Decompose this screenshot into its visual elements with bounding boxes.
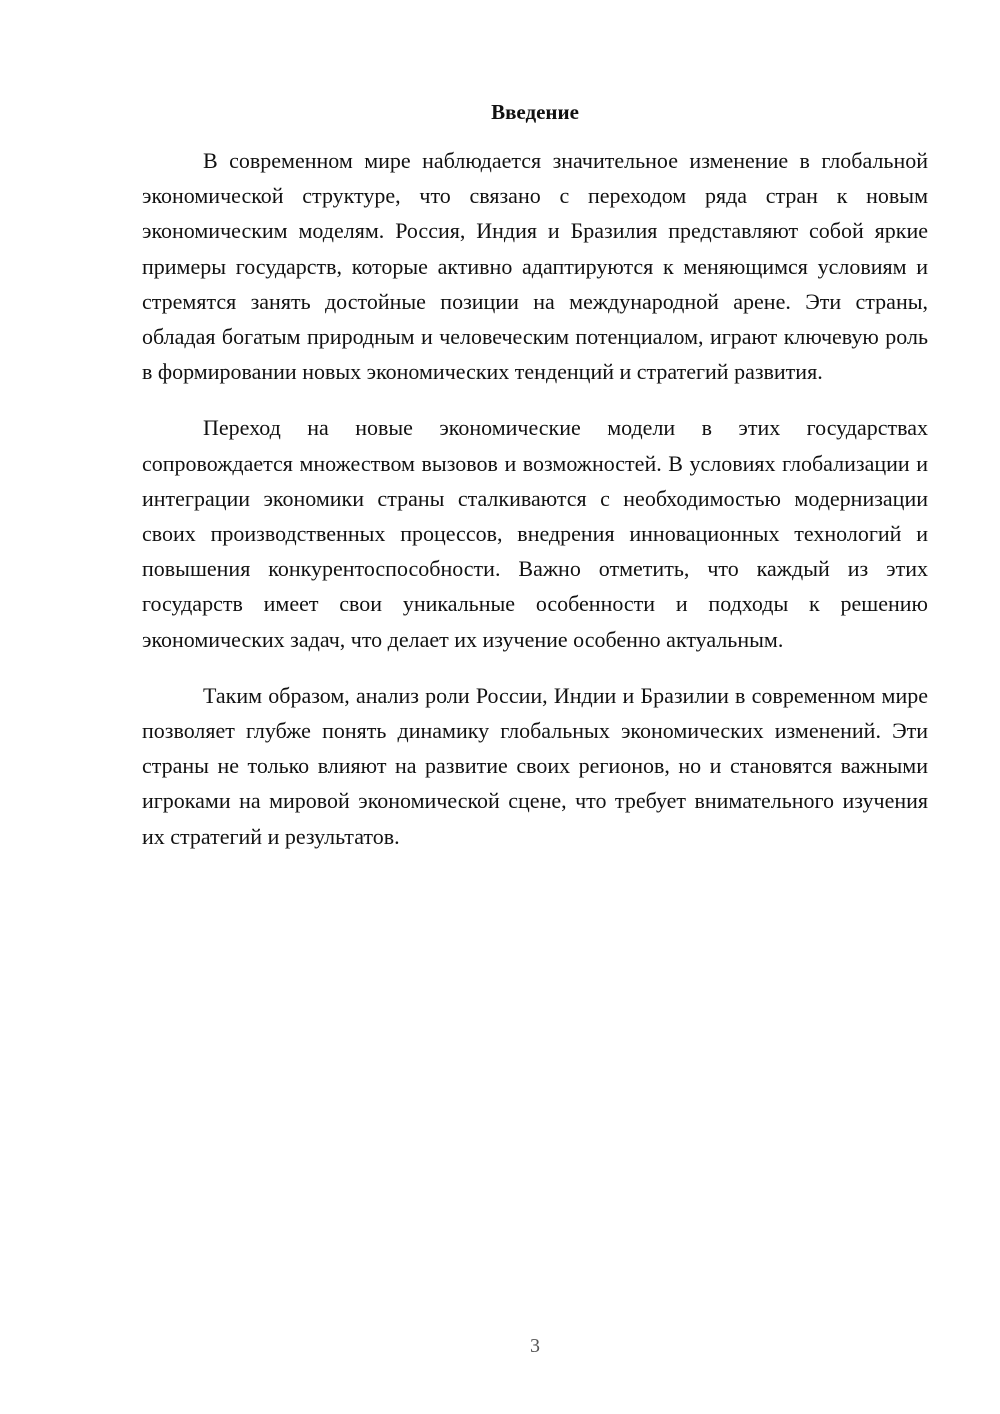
page-number: 3 [530, 1335, 540, 1357]
paragraph-2: Переход на новые экономические модели в этих государствах сопровождается множеством вызовов и возможностей. В условиях глобализации и интеграции экономики страны сталкиваются с необходимостью модернизации своих производственных процессов, внедрения инновационных технологий и повышения конкурентоспособности. Важно отметить, что каждый из этих государств имеет свои уникальные особенности и подходы к решению экономических задач, что делает их изучение особенно актуальным. [142, 415, 928, 652]
paragraph-1: В современном мире наблюдается значительное изменение в глобальной экономической структуре, что связано с переходом ряда стран к новым экономическим моделям. Россия, Индия и Бразилия представляют собой яркие примеры государств, которые активно адаптируются к меняющимся условиям и стремятся занять достойные позиции на международной арене. Эти страны, обладая богатым природным и человеческим потенциалом, играют ключевую роль в формировании новых экономических тенденций и стратегий развития. [142, 148, 928, 385]
body-text [142, 143, 928, 875]
paragraph-3: Таким образом, анализ роли России, Индии и Бразилии в современном мире позволяет глубже понять динамику глобальных экономических изменений. Эти страны не только влияют на развитие своих регионов, но и становятся важными игроками на мировой экономической сцене, что требует внимательного изучения их стратегий и результатов. [142, 682, 928, 849]
section-title: Введение [491, 100, 579, 124]
